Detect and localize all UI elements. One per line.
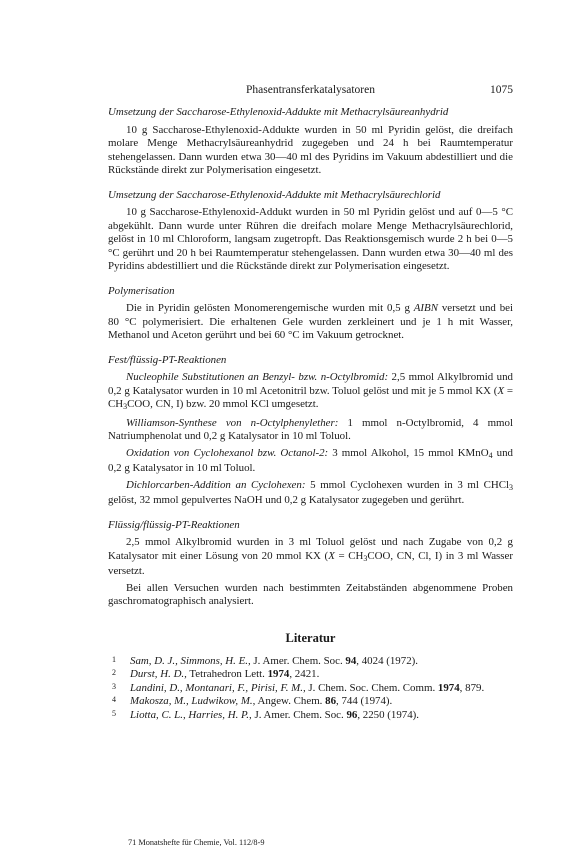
section-heading: Umsetzung der Saccharose-Ethylenoxid-Addukte mit Methacrylsäureanhydrid bbox=[108, 106, 449, 118]
paragraph: Oxidation von Cyclohexanol bzw. Octanol-2: 3 mmol Alkohol, 15 mmol KMnO$_4$ und 0,2 g Katalysator in 10 ml Toluol. bbox=[108, 446, 513, 474]
reference-item: 3 Landini, D., Montanari, F., Pirisi, F. M., J. Chem. Soc. Chem. Comm. 1974, 879. bbox=[112, 681, 485, 694]
section-heading: Fest/flüssig-PT-Reaktionen bbox=[108, 353, 227, 366]
paragraph: 10 g Saccharose-Ethylenoxid-Addukte wurden in 50 ml Pyridin gelöst, die dreifach molare Menge Methacrylsäureanhydrid zugegeben und 24 h bei Raumtemperatur stehengelassen. Dann wurden etwa 30—40 ml des Pyridins im Vakuum abdestilliert und die Rückstände direkt zur Polymerisation eingesetzt. bbox=[108, 123, 513, 176]
paragraph: 2,5 mmol Alkylbromid wurden in 3 ml Toluol gelöst und nach Zugabe von 0,2 g Katalysator mit einer Lösung von 20 mmol KX ($X = CH_3COO$, CN, Cl, I) in 3 ml Wasser versetzt. bbox=[108, 536, 513, 577]
paragraph: Bei allen Versuchen wurden nach bestimmten Zeitabständen abgenommene Proben gaschromatographisch analysiert. bbox=[108, 581, 513, 607]
paragraph: Dichlorcarben-Addition an Cyclohexen: 5 mmol Cyclohexen wurden in 3 ml CHCl$_3$ gelöst, 32 mmol gepulvertes NaOH und 0,2 g Katalysator zugegeben und gerührt. bbox=[108, 478, 513, 506]
page-footer: 71 Monatshefte für Chemie, Vol. 112/8-9 bbox=[128, 838, 265, 847]
section-heading: Flüssig/flüssig-PT-Reaktionen bbox=[108, 518, 240, 531]
literature-heading: Literatur bbox=[285, 630, 336, 645]
reference-item: 1 Sam, D. J., Simmons, H. E., J. Amer. Chem. Soc. 94, 4024 (1972). bbox=[112, 654, 418, 667]
reference-item: 2 Durst, H. D., Tetrahedron Lett. 1974, 2421. bbox=[112, 668, 320, 680]
main-content bbox=[108, 106, 513, 722]
section-heading: Umsetzung der Saccharose-Ethylenoxid-Addukte mit Methacrylsäurechlorid bbox=[108, 188, 441, 201]
reference-item: 4 Makosza, M., Ludwikow, M., Angew. Chem. 86, 744 (1974). bbox=[112, 695, 393, 707]
section-heading: Polymerisation bbox=[108, 284, 175, 297]
header-title: Phasentransferkatalysatoren bbox=[245, 84, 375, 96]
paragraph: Die in Pyridin gelösten Monomerengemische wurden mit 0,5 g AIBN versetzt und bei 80 °C polymerisiert. Die erhaltenen Gele wurden zerkleinert und je 1 h mit Wasser, Methanol und Aceton gerührt und bei 60 °C im Vakuum getrocknet. bbox=[108, 302, 514, 341]
reference-item: 5 Liotta, C. L., Harries, H. P., J. Amer. Chem. Soc. 96, 2250 (1974). bbox=[112, 708, 420, 721]
paragraph: Nucleophile Substitutionen an Benzyl- bzw. n-Octylbromid: 2,5 mmol Alkylbromid und 0,2 g Katalysator wurden in 10 ml Acetonitril bzw. Toluol gelöst und mit je 5 mmol KX ($X = CH_3COO$, CN, I) bzw. 20 mmol KCl umgesetzt. bbox=[108, 371, 514, 411]
page-number: 1075 bbox=[490, 84, 513, 96]
running-header bbox=[108, 84, 513, 98]
paragraph: Williamson-Synthese von n-Octylphenylether: 1 mmol n-Octylbromid, 4 mmol Natriumphenolat und 0,2 g Katalysator in 10 ml Toluol. bbox=[108, 416, 514, 442]
paragraph: 10 g Saccharose-Ethylenoxid-Addukt wurden in 50 ml Pyridin gelöst und auf 0—5 °C abgekühlt. Dann wurde unter Rühren die dreifach molare Menge Methacrylsäurechlorid, gelöst in 10 ml Chloroform, langsam zugetropft. Das Reaktionsgemisch wurde 2 h bei 0—5 °C gerührt und 20 h bei Raumtemperatur stehengelassen. Dann wurden etwa 30—40 ml des Pyridins abdestilliert und die Rückstände direkt zur Polymerisation eingesetzt. bbox=[108, 206, 513, 272]
